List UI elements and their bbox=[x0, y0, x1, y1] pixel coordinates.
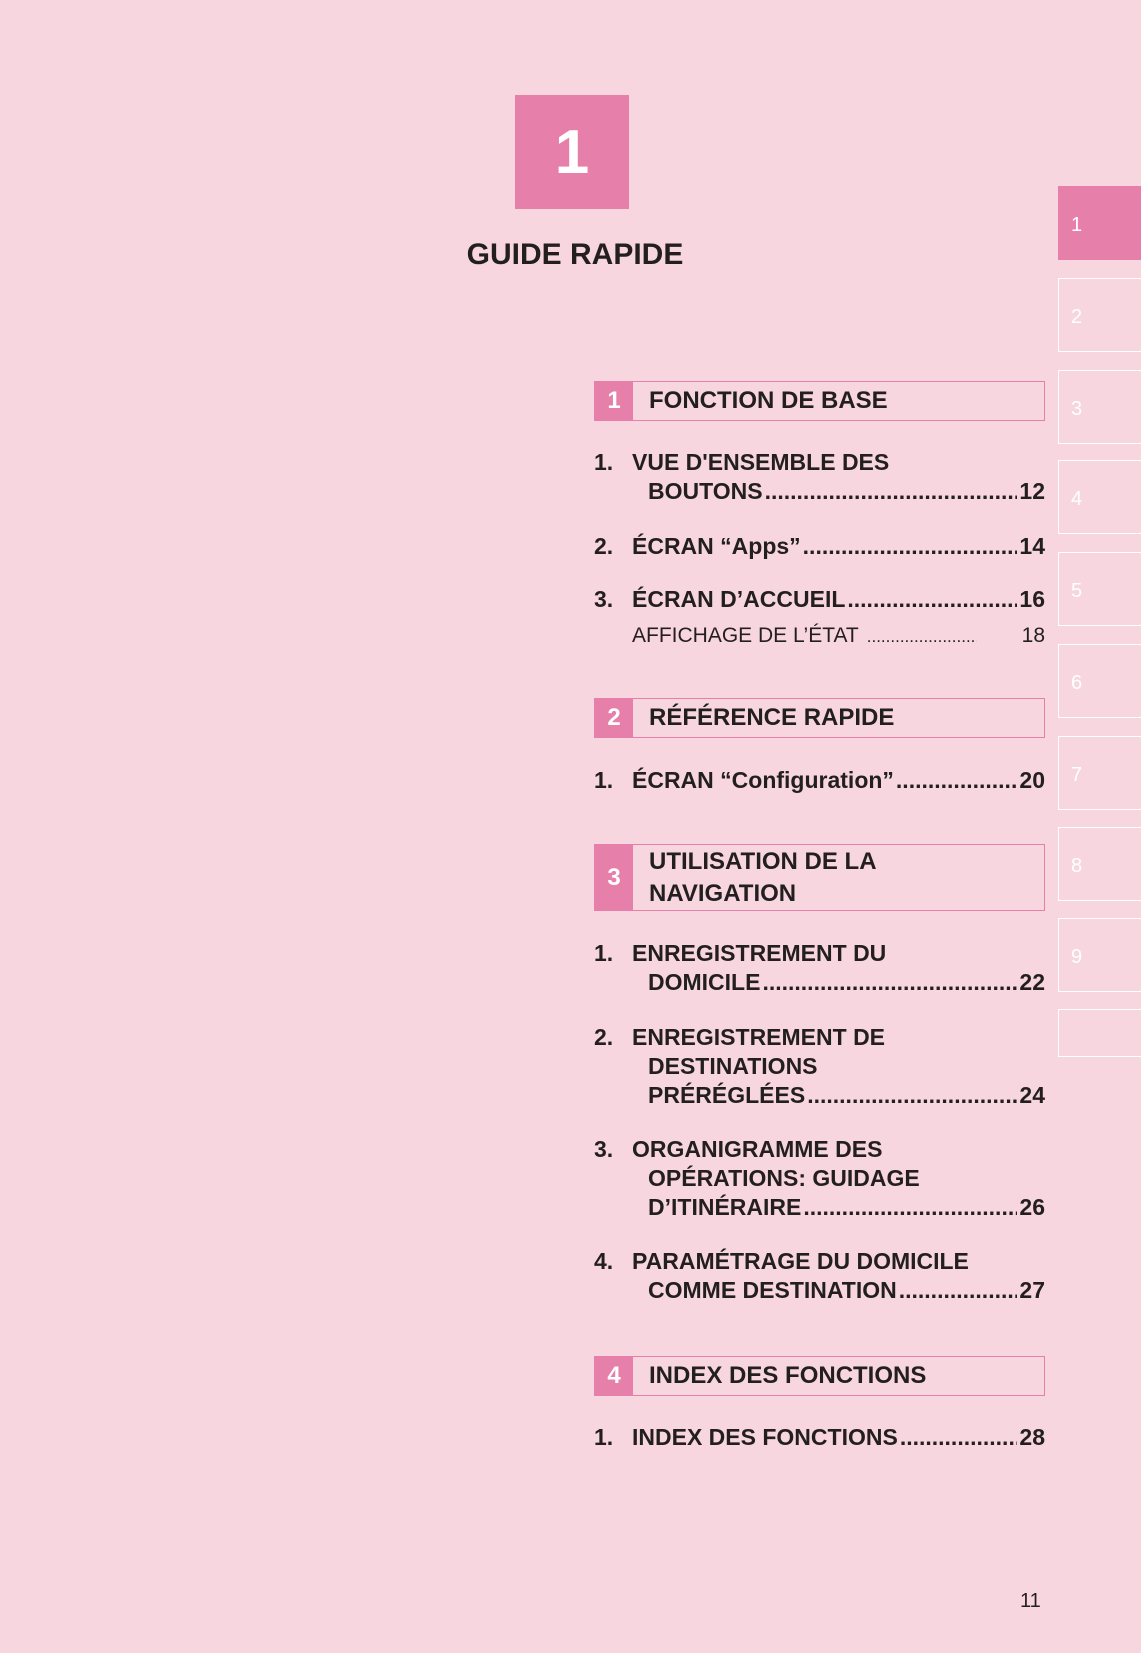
toc-entry[interactable] bbox=[594, 585, 1045, 614]
chapter-tab-5[interactable]: 5 bbox=[1058, 552, 1141, 626]
entry-title-line: VUE D'ENSEMBLE DES bbox=[632, 449, 890, 475]
entry-title-line: ENREGISTREMENT DU bbox=[632, 940, 887, 966]
entry-title-line: ORGANIGRAMME DES bbox=[632, 1136, 883, 1162]
entry-page: 12 bbox=[1019, 478, 1045, 504]
section-title-line: NAVIGATION bbox=[649, 879, 797, 907]
dot-leader bbox=[762, 968, 1017, 997]
section-header-4 bbox=[594, 1356, 1045, 1396]
entry-page: 22 bbox=[1019, 969, 1045, 995]
entry-number: 3. bbox=[594, 1136, 614, 1162]
page-number: 11 bbox=[1020, 1590, 1041, 1612]
section-number: 4 bbox=[595, 1357, 633, 1395]
toc-entry[interactable] bbox=[594, 448, 1045, 506]
chapter-tab-3[interactable]: 3 bbox=[1058, 370, 1141, 444]
entry-title: ÉCRAN “Apps” bbox=[632, 533, 801, 559]
section-title: FONCTION DE BASE bbox=[649, 387, 888, 414]
section-header-1 bbox=[594, 381, 1045, 421]
toc-entry[interactable] bbox=[594, 1023, 1045, 1110]
chapter-tab-1[interactable]: 1 bbox=[1058, 186, 1141, 260]
toc-entry[interactable] bbox=[594, 1423, 1045, 1452]
entry-page: 26 bbox=[1019, 1194, 1045, 1220]
section-header-3 bbox=[594, 844, 1045, 911]
entry-title: ÉCRAN D’ACCUEIL bbox=[632, 586, 846, 612]
entry-title: ÉCRAN “Configuration” bbox=[632, 767, 894, 793]
dot-leader bbox=[807, 1081, 1017, 1110]
dot-leader bbox=[896, 766, 1017, 795]
entry-number: 3. bbox=[594, 586, 614, 612]
section-header-2 bbox=[594, 698, 1045, 738]
dot-leader bbox=[847, 585, 1017, 614]
entry-title-line: PARAMÉTRAGE DU DOMICILE bbox=[632, 1248, 969, 1274]
section-title-line: UTILISATION DE LA bbox=[649, 847, 877, 875]
chapter-tab-index[interactable] bbox=[1058, 1009, 1141, 1057]
entry-number: 1. bbox=[594, 940, 614, 966]
dot-leader bbox=[899, 1276, 1018, 1305]
entry-page: 16 bbox=[1019, 586, 1045, 612]
entry-title-line: COMME DESTINATION bbox=[648, 1277, 897, 1303]
toc-entry[interactable] bbox=[594, 532, 1045, 561]
entry-number: 1. bbox=[594, 449, 614, 475]
dot-leader bbox=[900, 1423, 1018, 1452]
chapter-tab-7[interactable]: 7 bbox=[1058, 736, 1141, 810]
chapter-tab-9[interactable]: 9 bbox=[1058, 918, 1141, 992]
entry-page: 14 bbox=[1019, 533, 1045, 559]
chapter-tab-6[interactable]: 6 bbox=[1058, 644, 1141, 718]
entry-number: 1. bbox=[594, 1424, 614, 1450]
chapter-tab-2[interactable]: 2 bbox=[1058, 278, 1141, 352]
section-number: 3 bbox=[595, 845, 633, 910]
entry-title-line: D’ITINÉRAIRE bbox=[648, 1194, 802, 1220]
entry-page: 28 bbox=[1019, 1424, 1045, 1450]
section-title bbox=[633, 845, 877, 910]
chapter-tab-4[interactable]: 4 bbox=[1058, 460, 1141, 534]
toc-entry[interactable] bbox=[594, 1247, 1045, 1305]
chapter-tab-8[interactable]: 8 bbox=[1058, 827, 1141, 901]
entry-title: INDEX DES FONCTIONS bbox=[632, 1424, 898, 1450]
chapter-number-box: 1 bbox=[515, 95, 629, 209]
dot-leader bbox=[803, 532, 1018, 561]
section-number: 1 bbox=[595, 382, 633, 420]
entry-title-line: PRÉRÉGLÉES bbox=[648, 1082, 806, 1108]
section-title: INDEX DES FONCTIONS bbox=[649, 1362, 927, 1389]
dot-leader bbox=[803, 1193, 1017, 1222]
entry-number: 2. bbox=[594, 533, 614, 559]
subentry-page: 18 bbox=[1021, 624, 1045, 647]
entry-number: 4. bbox=[594, 1248, 614, 1274]
entry-page: 27 bbox=[1019, 1277, 1045, 1303]
entry-page: 24 bbox=[1019, 1082, 1045, 1108]
section-number: 2 bbox=[595, 699, 633, 737]
entry-number: 2. bbox=[594, 1024, 614, 1050]
entry-title-line: ENREGISTREMENT DE bbox=[632, 1024, 886, 1050]
dot-leader bbox=[867, 627, 977, 647]
entry-page: 20 bbox=[1019, 767, 1045, 793]
toc-entry[interactable] bbox=[594, 1135, 1045, 1222]
toc-subentry[interactable] bbox=[632, 624, 1045, 648]
section-title: RÉFÉRENCE RAPIDE bbox=[649, 704, 895, 731]
entry-number: 1. bbox=[594, 767, 614, 793]
entry-title-line: OPÉRATIONS: GUIDAGE bbox=[648, 1165, 920, 1191]
toc-entry[interactable] bbox=[594, 766, 1045, 795]
entry-title-line: DOMICILE bbox=[648, 969, 761, 995]
entry-title-line: BOUTONS bbox=[648, 478, 763, 504]
toc-entry[interactable] bbox=[594, 939, 1045, 997]
subentry-title: AFFICHAGE DE L’ÉTAT bbox=[632, 624, 859, 647]
entry-title-line: DESTINATIONS bbox=[648, 1053, 818, 1079]
chapter-title: GUIDE RAPIDE bbox=[466, 238, 684, 271]
dot-leader bbox=[765, 477, 1018, 506]
